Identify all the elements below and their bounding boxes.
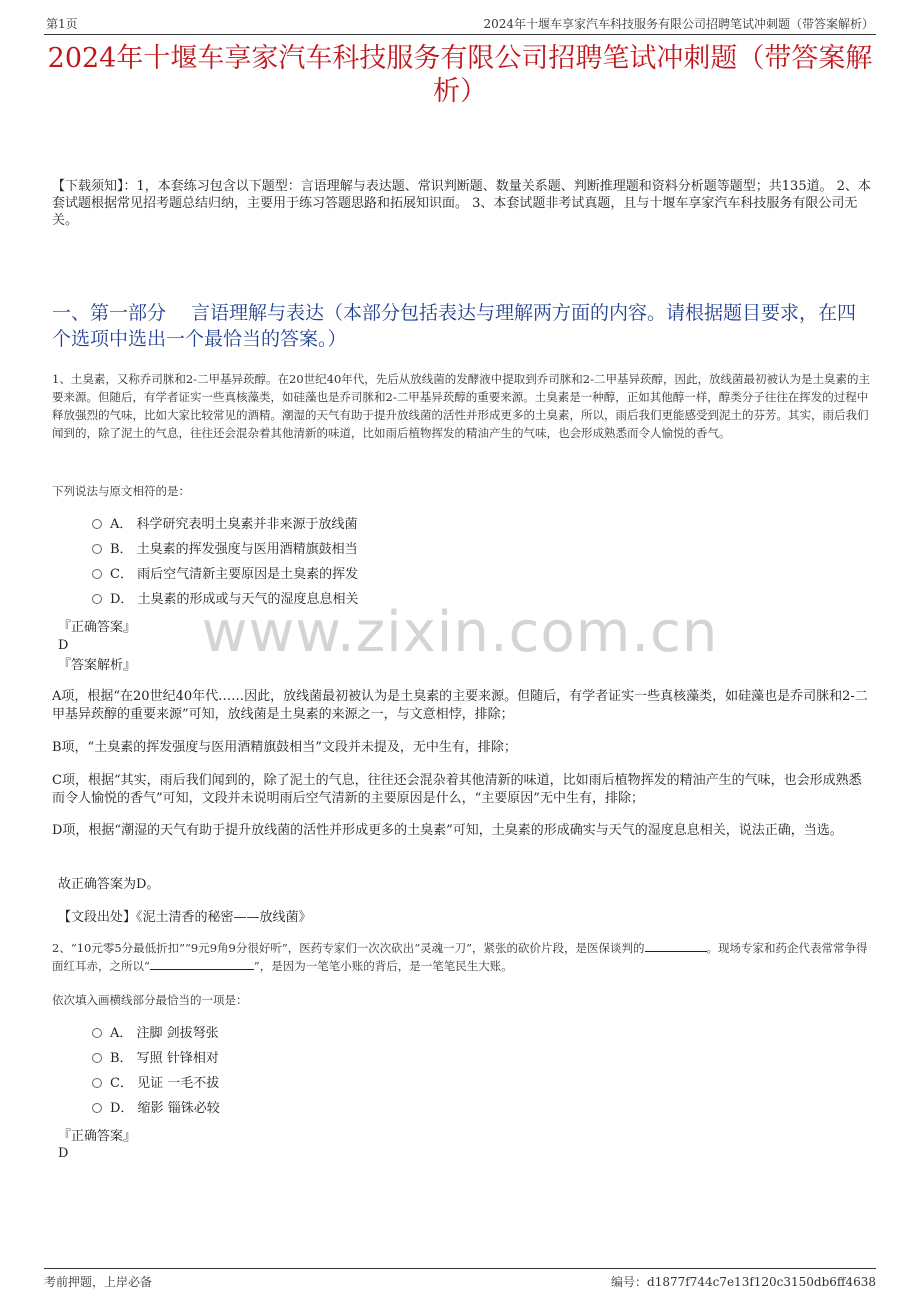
footer-slogan: 考前押题，上岸必备: [44, 1275, 153, 1289]
radio-icon[interactable]: [92, 544, 102, 554]
question-1-options: [92, 512, 359, 612]
option-c[interactable]: C． 见证 一毛不拔: [92, 1071, 220, 1096]
correct-answer-label-2: 『正确答案』: [58, 1129, 137, 1144]
radio-icon[interactable]: [92, 1103, 102, 1113]
passage-source: 【文段出处】《泥土清香的秘密——放线菌》: [58, 910, 312, 925]
radio-icon[interactable]: [92, 519, 102, 529]
option-a[interactable]: A． 注脚 剑拔弩张: [92, 1021, 220, 1046]
analysis-b: B项，“土臭素的挥发强度与医用酒精旗鼓相当”文段并未提及，无中生有，排除；: [52, 740, 517, 755]
radio-icon[interactable]: [92, 1028, 102, 1038]
option-d[interactable]: D． 土臭素的形成或与天气的湿度息息相关: [92, 587, 359, 612]
analysis-d: D项，根据“潮湿的天气有助于提升放线菌的活性并形成更多的土臭素”可知，土臭素的形成确实与天气的湿度息息相关，说法正确，当选。: [52, 823, 843, 838]
option-b[interactable]: B． 土臭素的挥发强度与医用酒精旗鼓相当: [92, 537, 359, 562]
question-2-options: [92, 1021, 220, 1121]
question-2-passage: 2、“10元零5分最低折扣”“9元9角9分很好听”，医药专家们一次次砍出“灵魂一刀”，紧张的砍价片段，是医保谈判的 。现场专家和药企代表常常争得面红耳赤，之所以“ ”，是因为一笔笔小账的背后，是一笔笔民生大账。: [52, 941, 868, 973]
final-answer-text: 故正确答案为D。: [58, 877, 160, 892]
option-a[interactable]: A． 科学研究表明土臭素并非来源于放线菌: [92, 512, 359, 537]
document-id: 编号：d1877f744c7e13f120c3150db6ff4638: [611, 1275, 876, 1289]
watermark: www.zixin.com.cn: [201, 600, 719, 665]
option-b[interactable]: B． 写照 针锋相对: [92, 1046, 220, 1071]
radio-icon[interactable]: [92, 569, 102, 579]
analysis-c: C项，根据“其实，雨后我们闻到的，除了泥土的气息，往往还会混杂着其他清新的味道，比如雨后植物挥发的精油产生的气味，也会形成熟悉而令人愉悦的香气”可知，文段并未说明雨后空气清新的主要原因是什么，“主要原因”无中生有，排除；: [52, 773, 862, 806]
question-2-stem: 依次填入画横线部分最恰当的一项是：: [52, 993, 248, 1007]
section-heading: 一、第一部分 言语理解与表达（本部分包括表达与理解两方面的内容。请根据题目要求，在四个选项中选出一个最恰当的答案。）: [52, 302, 857, 350]
document-title: 2024年十堰车享家汽车科技服务有限公司招聘笔试冲刺题（带答案解析）: [47, 43, 873, 107]
analysis-a: A项，根据“在20世纪40年代……因此，放线菌最初被认为是土臭素的主要来源。但随后，有学者证实一些真核藻类，如硅藻也是乔司脒和2-二甲基异莰醇的重要来源”可知，放线菌是土臭素的来源之一，与文意相悖，排除；: [52, 689, 868, 722]
page-footer: [44, 1268, 876, 1291]
page-header: [44, 12, 876, 35]
radio-icon[interactable]: [92, 1078, 102, 1088]
page-number: 第1页: [46, 17, 78, 31]
question-1-stem: 下列说法与原文相符的是：: [52, 484, 190, 498]
fill-blank-2: [150, 957, 254, 970]
option-d[interactable]: D． 缩影 锱铢必较: [92, 1096, 220, 1121]
fill-blank-1: [645, 939, 707, 952]
analysis-label: 『答案解析』: [58, 658, 137, 673]
question-1-passage: 1、土臭素，又称乔司脒和2-二甲基异莰醇。在20世纪40年代，先后从放线菌的发酵液中提取到乔司脒和2-二甲基异莰醇，因此，放线菌最初被认为是土臭素的主要来源。但随后，有学者证实一些真核藻类，如硅藻也是乔司脒和2-二甲基异莰醇的重要来源。土臭素是一种醇，正如其他醇一样，醇类分子往往在挥发的过程中释放强烈的气味，比如大家比较常见的酒精。潮湿的天气有助于提升放线菌的活性并形成更多的土臭素，所以，雨后我们更能感受到泥土的芬芳。其实，雨后我们闻到的，除了泥土的气息，往往还会混杂着其他清新的味道，比如雨后植物挥发的精油产生的气味，也会形成熟悉而令人愉悦的香气。: [52, 372, 870, 440]
option-c[interactable]: C． 雨后空气清新主要原因是土臭素的挥发: [92, 562, 359, 587]
correct-answer-label: 『正确答案』: [58, 620, 137, 635]
correct-answer-value: D: [58, 638, 69, 653]
radio-icon[interactable]: [92, 1053, 102, 1063]
correct-answer-value-2: D: [58, 1146, 69, 1161]
download-notice: 【下载须知】：1，本套练习包含以下题型：言语理解与表达题、常识判断题、数量关系题、判断推理题和资料分析题等题型；共135道。 2、本套试题根据常见招考题总结归纳，主要用于练习答题思路和拓展知识面。 3、本套试题非考试真题，且与十堰车享家汽车科技服务有限公司无关。: [52, 179, 871, 228]
header-doc-title: 2024年十堰车享家汽车科技服务有限公司招聘笔试冲刺题（带答案解析）: [483, 17, 874, 31]
